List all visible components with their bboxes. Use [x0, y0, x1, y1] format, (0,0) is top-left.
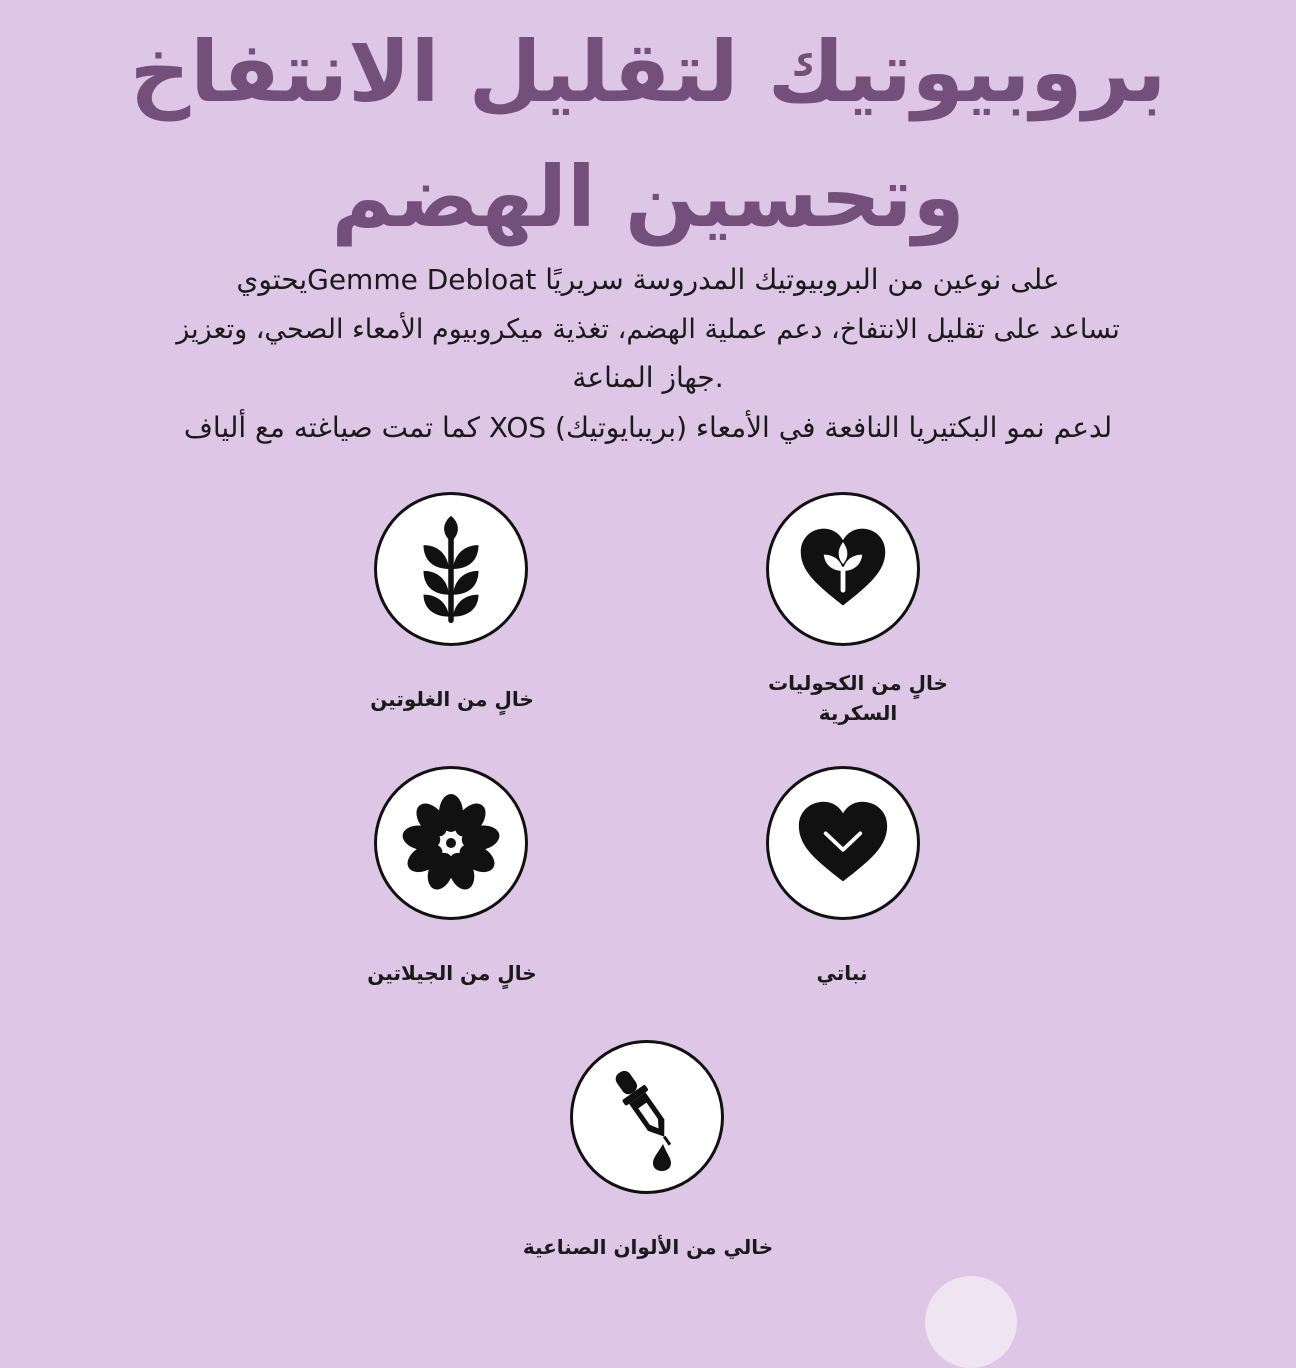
feature-label: خالٍ من الغلوتين: [370, 687, 534, 711]
decorative-circle: [925, 1276, 1017, 1368]
feature-label: خالٍ من الجيلاتين: [367, 961, 537, 985]
feature-circle: [374, 766, 528, 920]
feature-label: خالٍ من الكحوليات السكرية: [768, 671, 948, 725]
feature-label: نباتي: [816, 961, 868, 985]
description-line-3: .جهاز المناعة: [572, 361, 724, 394]
dropper-icon: [597, 1062, 697, 1172]
feature-label: خالي من الألوان الصناعية: [522, 1235, 774, 1259]
heart-check-icon: [795, 795, 891, 891]
feature-circle: [766, 766, 920, 920]
description-line-2: تساعد على تقليل الانتفاخ، دعم عملية الهضم، تغذية ميكروبيوم الأمعاء الصحي، وتعزيز: [176, 314, 1120, 345]
feature-circle: [766, 492, 920, 646]
description-line-4: لدعم نمو البكتيريا النافعة في الأمعاء (بريبايوتيك) XOS كما تمت صياغته مع ألياف: [183, 411, 1113, 444]
description-line-1: على نوعين من البروبيوتيك المدروسة سريريًا Gemme Debloatيحتوي: [236, 263, 1060, 296]
heart-leaf-icon: [795, 521, 891, 617]
wheat-icon: [403, 514, 499, 624]
feature-circle: [374, 492, 528, 646]
page-title-line-1: بروبيوتيك لتقليل الانتفاخ: [129, 23, 1167, 121]
page-title-line-2: وتحسين الهضم: [331, 148, 965, 246]
flower-icon: [401, 793, 501, 893]
feature-circle: [570, 1040, 724, 1194]
